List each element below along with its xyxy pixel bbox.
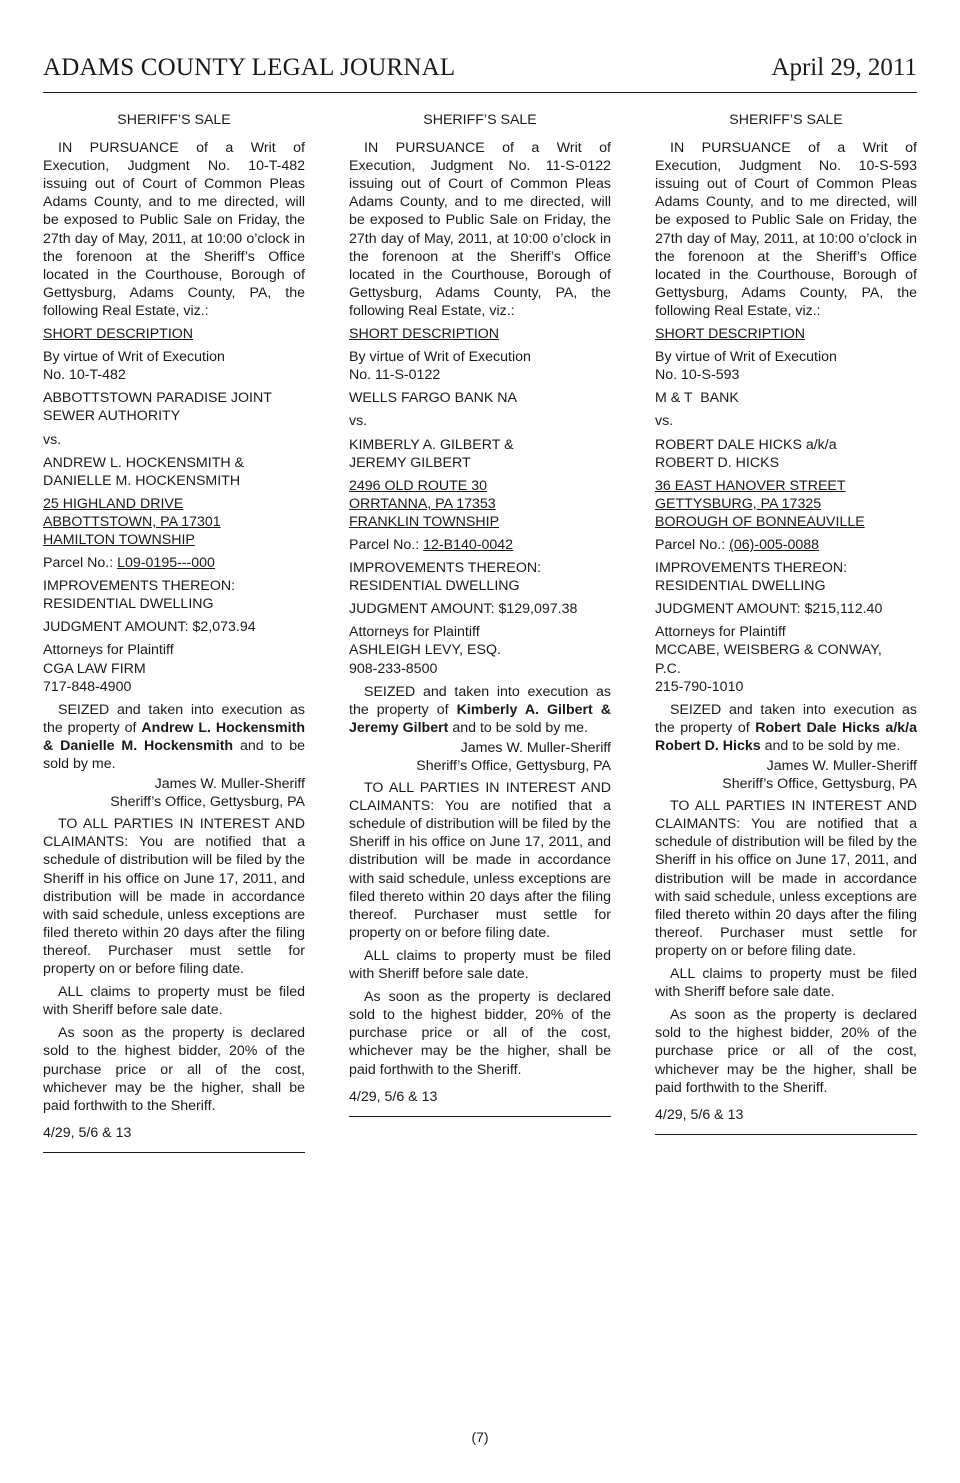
- seized-text: SEIZED and taken into execution as the property of: [655, 701, 917, 736]
- writ-line: By virtue of Writ of Execution: [655, 349, 837, 366]
- sheriff-sale-notice: [349, 111, 611, 1117]
- judgment-amount: JUDGMENT AMOUNT: $129,097.38: [349, 601, 578, 618]
- defendant-name-cont: ROBERT D. HICKS: [655, 454, 780, 471]
- property-owner-name: Robert Dale Hicks a/k/a Robert D. Hicks: [655, 719, 917, 754]
- page-header: [43, 52, 917, 93]
- writ-line: By virtue of Writ of Execution: [349, 349, 531, 366]
- notice-title: SHERIFF’S SALE: [423, 112, 537, 128]
- address-city: ORRTANNA, PA 17353: [349, 495, 496, 512]
- attorney-name: CGA LAW FIRM: [43, 660, 146, 677]
- parcel-label: Parcel No.:: [349, 536, 420, 553]
- column-rule: [655, 1134, 917, 1135]
- sheriff-office: Sheriff’s Office, Gettysburg, PA: [416, 758, 611, 774]
- property-address: [43, 495, 305, 549]
- parcel-label: Parcel No.:: [43, 555, 114, 572]
- sheriff-signature: [655, 757, 917, 793]
- address-municipality: FRANKLIN TOWNSHIP: [349, 513, 500, 530]
- journal-title: ADAMS COUNTY LEGAL JOURNAL: [43, 54, 456, 81]
- sheriff-name: James W. Muller-Sheriff: [154, 776, 305, 793]
- writ-number: No. 10-S-593: [655, 367, 740, 384]
- parcel-number: (06)-005-0088: [729, 536, 820, 553]
- defendant-block: [655, 436, 917, 472]
- column-rule: [349, 1116, 611, 1117]
- plaintiff-block: [43, 389, 305, 425]
- plaintiff-block: [655, 389, 917, 407]
- improvements-value: RESIDENTIAL DWELLING: [655, 578, 826, 595]
- sheriff-office: Sheriff’s Office, Gettysburg, PA: [722, 776, 917, 793]
- plaintiff-block: [349, 389, 611, 407]
- issue-date: April 29, 2011: [771, 54, 917, 81]
- short-description-heading: SHORT DESCRIPTION: [349, 326, 500, 343]
- attorney-name: MCCABE, WEISBERG & CONWAY,: [655, 642, 882, 659]
- sheriff-sale-notice: [655, 111, 917, 1135]
- attorney-phone: 717-848-4900: [43, 678, 132, 695]
- plaintiff-name: ABBOTTSTOWN PARADISE JOINT: [43, 390, 272, 407]
- attorneys-label: Attorneys for Plaintiff: [43, 642, 174, 659]
- sheriff-signature: [43, 775, 305, 811]
- address-municipality: BOROUGH OF BONNEAUVILLE: [655, 513, 865, 530]
- distribution-notice: TO ALL PARTIES IN INTEREST AND CLAIMANTS: You are notified that a schedule of distribution will be filed by the Sheriff in his office on June 17, 2011, and distribution will be made in accordance with said schedule, unless exceptions are filed thereto within 20 days after the filing thereof. Purchaser must settle for property on or before filing date.: [349, 780, 611, 941]
- attorney-name-cont: P.C.: [655, 660, 681, 677]
- parcel-line: [349, 536, 611, 554]
- notice-intro: IN PURSUANCE of a Writ of Execution, Judgment No. 10-S-593 issuing out of Court of Common Pleas Adams County, and to me directed, will be exposed to Public Sale on Friday, the 27th day of May, 2011, at 10:00 o’clock in the forenoon at the Sheriff’s Office located in the Courthouse, Borough of Gettysburg, Adams County, PA, the following Real Estate, viz.:: [655, 140, 917, 319]
- defendant-block: [43, 454, 305, 490]
- attorney-name: ASHLEIGH LEVY, ESQ.: [349, 642, 501, 659]
- plaintiff-name: M & T BANK: [655, 390, 739, 407]
- defendant-block: [349, 436, 611, 472]
- property-address: [349, 477, 611, 531]
- improvements-block: [349, 559, 611, 595]
- improvements-block: [655, 559, 917, 595]
- claims-notice: ALL claims to property must be filed with Sheriff before sale date.: [43, 984, 305, 1019]
- sheriff-office: Sheriff’s Office, Gettysburg, PA: [110, 794, 305, 811]
- defendant-name-cont: DANIELLE M. HOCKENSMITH: [43, 472, 241, 489]
- property-address: [655, 477, 917, 531]
- versus: vs.: [349, 413, 368, 430]
- payment-notice: As soon as the property is declared sold to the highest bidder, 20% of the purchase price or all of the cost, whichever may be the higher, shall be paid forthwith to the Sheriff.: [655, 1007, 917, 1096]
- notice-intro: IN PURSUANCE of a Writ of Execution, Judgment No. 10-T-482 issuing out of Court of Common Pleas Adams County, and to me directed, will be exposed to Public Sale on Friday, the 27th day of May, 2011, at 10:00 o’clock in the forenoon at the Sheriff’s Office located in the Courthouse, Borough of Gettysburg, Adams County, PA, the following Real Estate, viz.:: [43, 140, 305, 319]
- sheriff-name: James W. Muller-Sheriff: [460, 739, 611, 756]
- address-city: ABBOTTSTOWN, PA 17301: [43, 513, 221, 530]
- writ-number: No. 10-T-482: [43, 367, 126, 384]
- seized-text: SEIZED and taken into execution as the property of: [43, 701, 305, 736]
- property-owner-name: Kimberly A. Gilbert & Jeremy Gilbert: [349, 701, 611, 736]
- versus: vs.: [43, 431, 62, 448]
- plaintiff-name-cont: SEWER AUTHORITY: [43, 408, 181, 425]
- address-street: 36 EAST HANOVER STREET: [655, 477, 846, 494]
- sheriff-sale-notice: [43, 111, 305, 1153]
- short-description-heading: SHORT DESCRIPTION: [43, 326, 194, 343]
- publication-dates: 4/29, 5/6 & 13: [655, 1106, 744, 1123]
- defendant-name: ROBERT DALE HICKS a/k/a: [655, 436, 837, 453]
- writ-number: No. 11-S-0122: [349, 367, 441, 384]
- page-number: (7): [471, 1429, 489, 1445]
- parcel-number: 12-B140-0042: [423, 536, 514, 553]
- defendant-name: ANDREW L. HOCKENSMITH &: [43, 454, 245, 471]
- attorney-phone: 215-790-1010: [655, 678, 744, 695]
- address-city: GETTYSBURG, PA 17325: [655, 495, 822, 512]
- address-municipality: HAMILTON TOWNSHIP: [43, 531, 195, 548]
- parcel-line: [43, 554, 305, 572]
- improvements-label: IMPROVEMENTS THEREON:: [349, 560, 542, 577]
- payment-notice: As soon as the property is declared sold to the highest bidder, 20% of the purchase price or all of the cost, whichever may be the higher, shall be paid forthwith to the Sheriff.: [43, 1025, 305, 1114]
- address-street: 2496 OLD ROUTE 30: [349, 477, 487, 494]
- attorneys-block: [655, 623, 917, 695]
- writ-block: [349, 348, 611, 384]
- attorneys-block: [43, 641, 305, 695]
- claims-notice: ALL claims to property must be filed with Sheriff before sale date.: [655, 966, 917, 1001]
- parcel-number: L09-0195---000: [117, 555, 215, 572]
- claims-notice: ALL claims to property must be filed with Sheriff before sale date.: [349, 947, 611, 983]
- notice-title: SHERIFF’S SALE: [729, 112, 843, 128]
- short-description-heading: SHORT DESCRIPTION: [655, 326, 806, 343]
- seized-text: SEIZED and taken into execution as the property of: [349, 683, 611, 718]
- seized-text-end: and to be sold by me.: [764, 737, 901, 754]
- seized-paragraph: [349, 683, 611, 737]
- seized-text-end: and to be sold by me.: [43, 737, 306, 772]
- plaintiff-name: WELLS FARGO BANK NA: [349, 390, 517, 407]
- attorneys-label: Attorneys for Plaintiff: [655, 624, 786, 641]
- distribution-notice: TO ALL PARTIES IN INTEREST AND CLAIMANTS: You are notified that a schedule of distribution will be filed by the Sheriff in his office on June 17, 2011, and distribution will be made in accordance with said schedule, unless exceptions are filed thereto within 20 days after the filing thereof. Purchaser must settle for property on or before filing date.: [43, 816, 305, 978]
- notice-title: SHERIFF’S SALE: [117, 112, 231, 128]
- judgment-amount: JUDGMENT AMOUNT: $2,073.94: [43, 619, 256, 636]
- parcel-line: [655, 536, 917, 554]
- attorneys-block: [349, 623, 611, 677]
- defendant-name-cont: JEREMY GILBERT: [349, 454, 471, 471]
- improvements-value: RESIDENTIAL DWELLING: [349, 578, 520, 595]
- versus: vs.: [655, 413, 674, 430]
- writ-line: By virtue of Writ of Execution: [43, 349, 225, 366]
- writ-block: [43, 348, 305, 384]
- property-owner-name: Andrew L. Hockensmith & Danielle M. Hockensmith: [43, 719, 305, 754]
- improvements-block: [43, 577, 305, 613]
- payment-notice: As soon as the property is declared sold to the highest bidder, 20% of the purchase price or all of the cost, whichever may be the higher, shall be paid forthwith to the Sheriff.: [349, 989, 611, 1078]
- column-rule: [43, 1152, 305, 1153]
- seized-text-end: and to be sold by me.: [452, 719, 588, 736]
- judgment-amount: JUDGMENT AMOUNT: $215,112.40: [655, 601, 883, 618]
- address-street: 25 HIGHLAND DRIVE: [43, 495, 184, 512]
- distribution-notice: TO ALL PARTIES IN INTEREST AND CLAIMANTS: You are notified that a schedule of distribution will be filed by the Sheriff in his office on June 17, 2011, and distribution will be made in accordance with said schedule, unless exceptions are filed thereto within 20 days after the filing thereof. Purchaser must settle for property on or before filing date.: [655, 798, 917, 959]
- publication-dates: 4/29, 5/6 & 13: [43, 1124, 132, 1141]
- improvements-label: IMPROVEMENTS THEREON:: [43, 578, 236, 595]
- publication-dates: 4/29, 5/6 & 13: [349, 1088, 438, 1105]
- writ-block: [655, 348, 917, 384]
- improvements-value: RESIDENTIAL DWELLING: [43, 596, 214, 613]
- attorneys-label: Attorneys for Plaintiff: [349, 624, 480, 641]
- seized-paragraph: [655, 701, 917, 755]
- defendant-name: KIMBERLY A. GILBERT &: [349, 436, 514, 453]
- parcel-label: Parcel No.:: [655, 536, 726, 553]
- seized-paragraph: [43, 701, 305, 773]
- improvements-label: IMPROVEMENTS THEREON:: [655, 560, 848, 577]
- sheriff-signature: [349, 739, 611, 775]
- attorney-phone: 908-233-8500: [349, 660, 438, 677]
- notice-intro: IN PURSUANCE of a Writ of Execution, Judgment No. 11-S-0122 issuing out of Court of Common Pleas Adams County, and to me directed, will be exposed to Public Sale on Friday, the 27th day of May, 2011, at 10:00 o’clock in the forenoon at the Sheriff’s Office located in the Courthouse, Borough of Gettysburg, Adams County, PA, the following Real Estate, viz.:: [349, 140, 611, 319]
- sheriff-name: James W. Muller-Sheriff: [766, 758, 917, 774]
